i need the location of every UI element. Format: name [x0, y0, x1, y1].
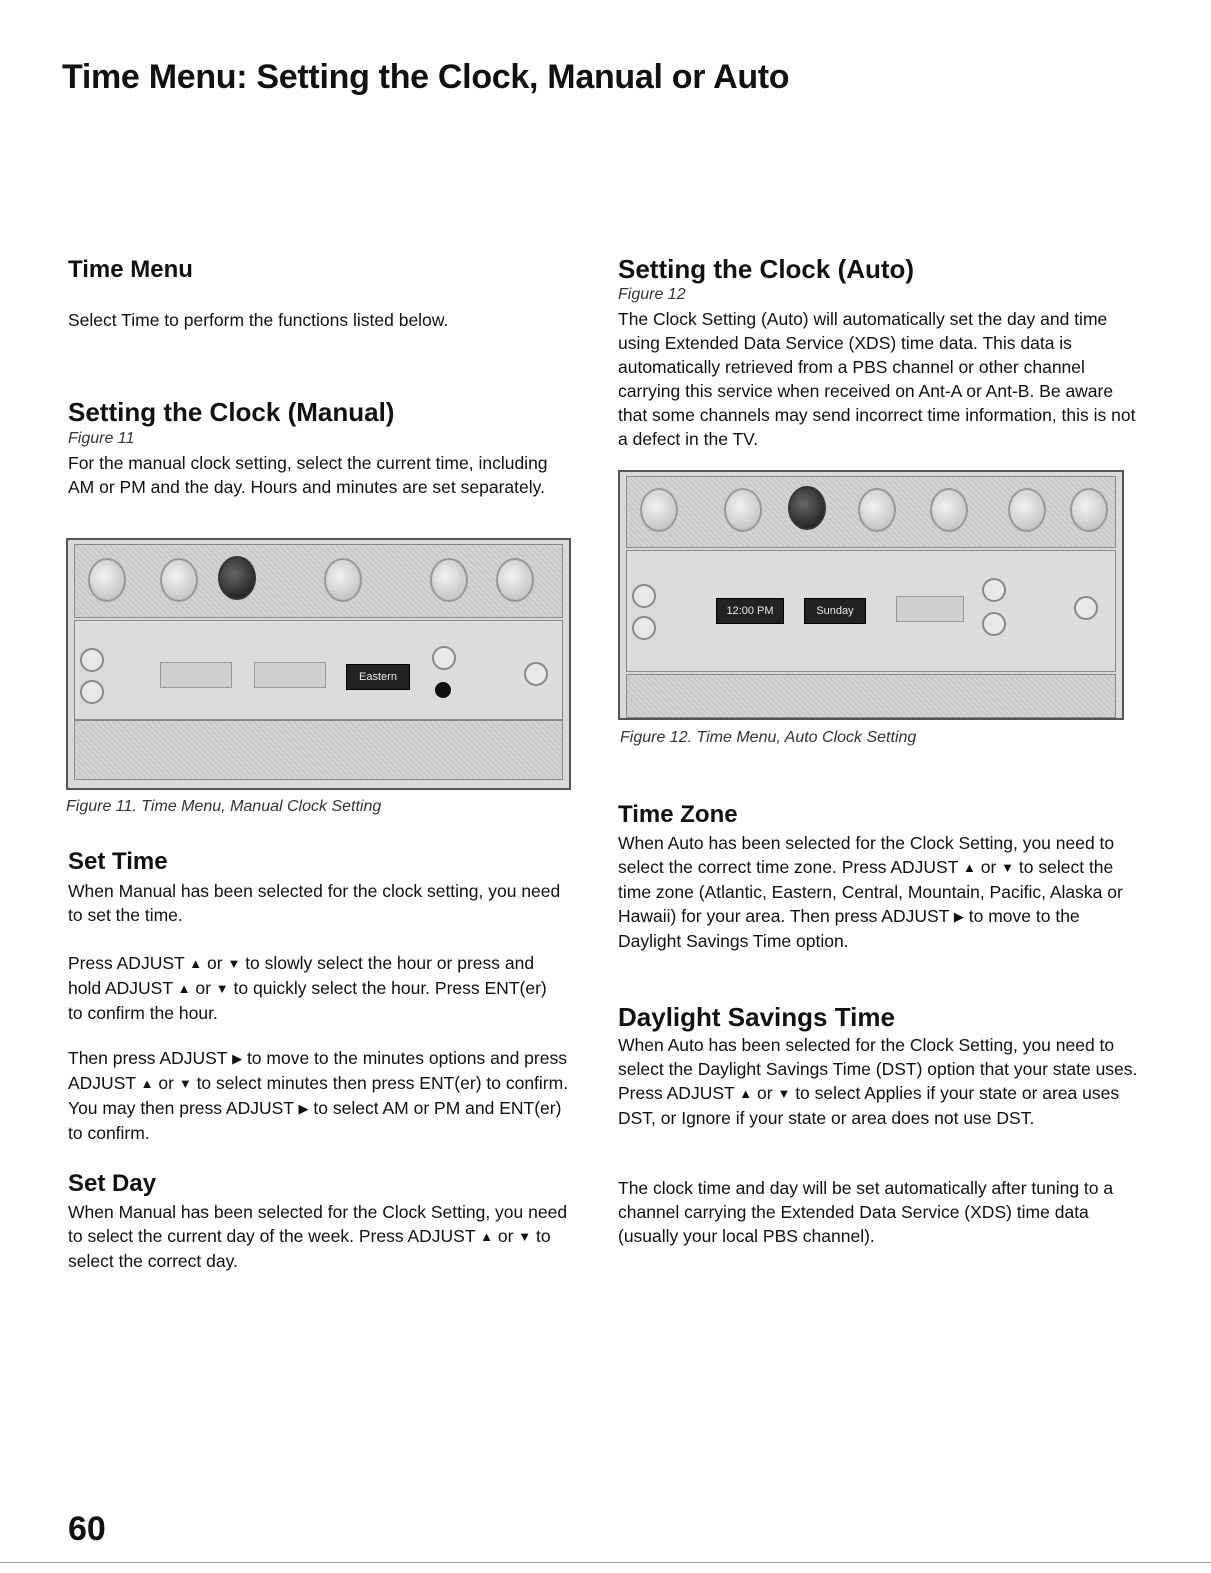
picture-icon [1008, 488, 1046, 532]
set-day-body: When Manual has been selected for the Clock Setting, you need to select the current day of the week. Press ADJUST ▲ or ▼ to select the correct day. [68, 1202, 568, 1271]
dst-body: When Auto has been selected for the Clock Setting, you need to select the Daylight Savings Time (DST) option that your state uses. Press ADJUST ▲ or ▼ to select Applies if your state or area uses DST, or Ignore if your state or area does not use DST. [618, 1035, 1138, 1128]
auto-figure-ref: Figure 12 [618, 286, 686, 303]
hour-field [160, 662, 232, 688]
time-zone-heading: Time Zone [618, 801, 738, 828]
down-arrow-icon: ▼ [777, 1086, 791, 1101]
channel-icon [858, 488, 896, 532]
exit-icon [524, 662, 548, 686]
manual-heading: Setting the Clock (Manual) [68, 397, 395, 427]
set-time-body-1: When Manual has been selected for the clock setting, you need to set the time. [68, 881, 561, 925]
up-arrow-icon: ▲ [140, 1076, 154, 1091]
channel-icon [324, 558, 362, 602]
menu-icon-bar [74, 544, 563, 618]
down-arrow-icon: ▼ [227, 956, 241, 971]
up-arrow-icon: ▲ [189, 956, 203, 971]
figure-12-caption: Figure 12. Time Menu, Auto Clock Setting [620, 729, 917, 746]
time-zone-body: When Auto has been selected for the Clock Setting, you need to select the correct time zone. Press ADJUST ▲ or ▼ to select the time zone (Atlantic, Eastern, Central, Mountain, Pacific, Alaska or Hawaii) for your area. Then press ADJUST ▶ to move to the Daylight Savings Time option. [618, 833, 1123, 951]
dst-heading: Daylight Savings Time [618, 1002, 895, 1032]
set-day-heading: Set Day [68, 1170, 157, 1197]
dst-ignore-icon [982, 612, 1006, 636]
right-arrow-icon: ▶ [953, 909, 964, 924]
figure-12-screen [618, 470, 1124, 720]
time-menu-heading: Time Menu [68, 256, 193, 283]
manual-figure-ref: Figure 11 [68, 430, 135, 447]
page-title: Time Menu: Setting the Clock, Manual or Auto [62, 58, 790, 96]
set-time-body-2: Press ADJUST ▲ or ▼ to slowly select the hour or press and hold ADJUST ▲ or ▼ to quickly select the hour. Press ENT(er) to confirm the hour. [68, 953, 547, 1023]
auto-time-value: 12:00 PM [716, 598, 784, 624]
time-zone-field [896, 596, 964, 622]
page-number: 60 [68, 1510, 106, 1548]
up-arrow-icon: ▲ [177, 981, 191, 996]
right-arrow-icon: ▶ [232, 1051, 243, 1066]
auto-day-value: Sunday [804, 598, 866, 624]
lock-icon [930, 488, 968, 532]
down-arrow-icon: ▼ [178, 1076, 192, 1091]
setup-icon [88, 558, 126, 602]
settings-panel [626, 550, 1116, 672]
radio-manual-icon [632, 584, 656, 608]
dst-applies-icon [432, 646, 456, 670]
manual-body: For the manual clock setting, select the current time, including AM or PM and the day. Hours and minutes are set separately. [68, 453, 548, 497]
radio-auto-icon [632, 616, 656, 640]
up-arrow-icon: ▲ [962, 860, 976, 875]
right-arrow-icon: ▶ [298, 1101, 309, 1116]
audio-icon [160, 558, 198, 602]
radio-manual-icon [80, 648, 104, 672]
auto-body: The Clock Setting (Auto) will automatically set the day and time using Extended Data Service (XDS) time data. This data is automatically retrieved from a PBS channel or other channel carrying this service when received on Ant-A or Ant-B. Be aware that some channels may send incorrect time information, this is not a defect in the TV. [618, 309, 1136, 449]
figure-11-screen [66, 538, 571, 790]
clock-icon [788, 486, 826, 530]
help-bar [74, 720, 563, 780]
time-zone-selected: Eastern [346, 664, 410, 690]
auto-heading: Setting the Clock (Auto) [618, 254, 915, 284]
figure-11-caption: Figure 11. Time Menu, Manual Clock Setting [66, 798, 382, 815]
dst-applies-icon [982, 578, 1006, 602]
down-arrow-icon: ▼ [1001, 860, 1015, 875]
clock-icon [218, 556, 256, 600]
down-arrow-icon: ▼ [518, 1229, 532, 1244]
up-arrow-icon: ▲ [480, 1229, 493, 1244]
time-menu-body: Select Time to perform the functions listed below. [68, 310, 449, 330]
day-field [254, 662, 326, 688]
radio-auto-icon [80, 680, 104, 704]
input-icon [1070, 488, 1108, 532]
dst-ignore-knob [435, 682, 451, 698]
set-time-heading: Set Time [68, 848, 168, 875]
help-bar [626, 674, 1116, 718]
exit-icon [1074, 596, 1098, 620]
setup-icon [640, 488, 678, 532]
page-footer-rule [0, 1562, 1211, 1567]
lock-icon [430, 558, 468, 602]
down-arrow-icon: ▼ [215, 981, 229, 996]
set-time-body-3: Then press ADJUST ▶ to move to the minutes options and press ADJUST ▲ or ▼ to select minutes then press ENT(er) to confirm. You may then press ADJUST ▶ to select AM or PM and ENT(er) to confirm. [68, 1048, 569, 1143]
dst-body-2: The clock time and day will be set automatically after tuning to a channel carrying the Extended Data Service (XDS) time data (usually your local PBS channel). [618, 1178, 1114, 1246]
up-arrow-icon: ▲ [739, 1086, 753, 1101]
picture-icon [496, 558, 534, 602]
audio-icon [724, 488, 762, 532]
